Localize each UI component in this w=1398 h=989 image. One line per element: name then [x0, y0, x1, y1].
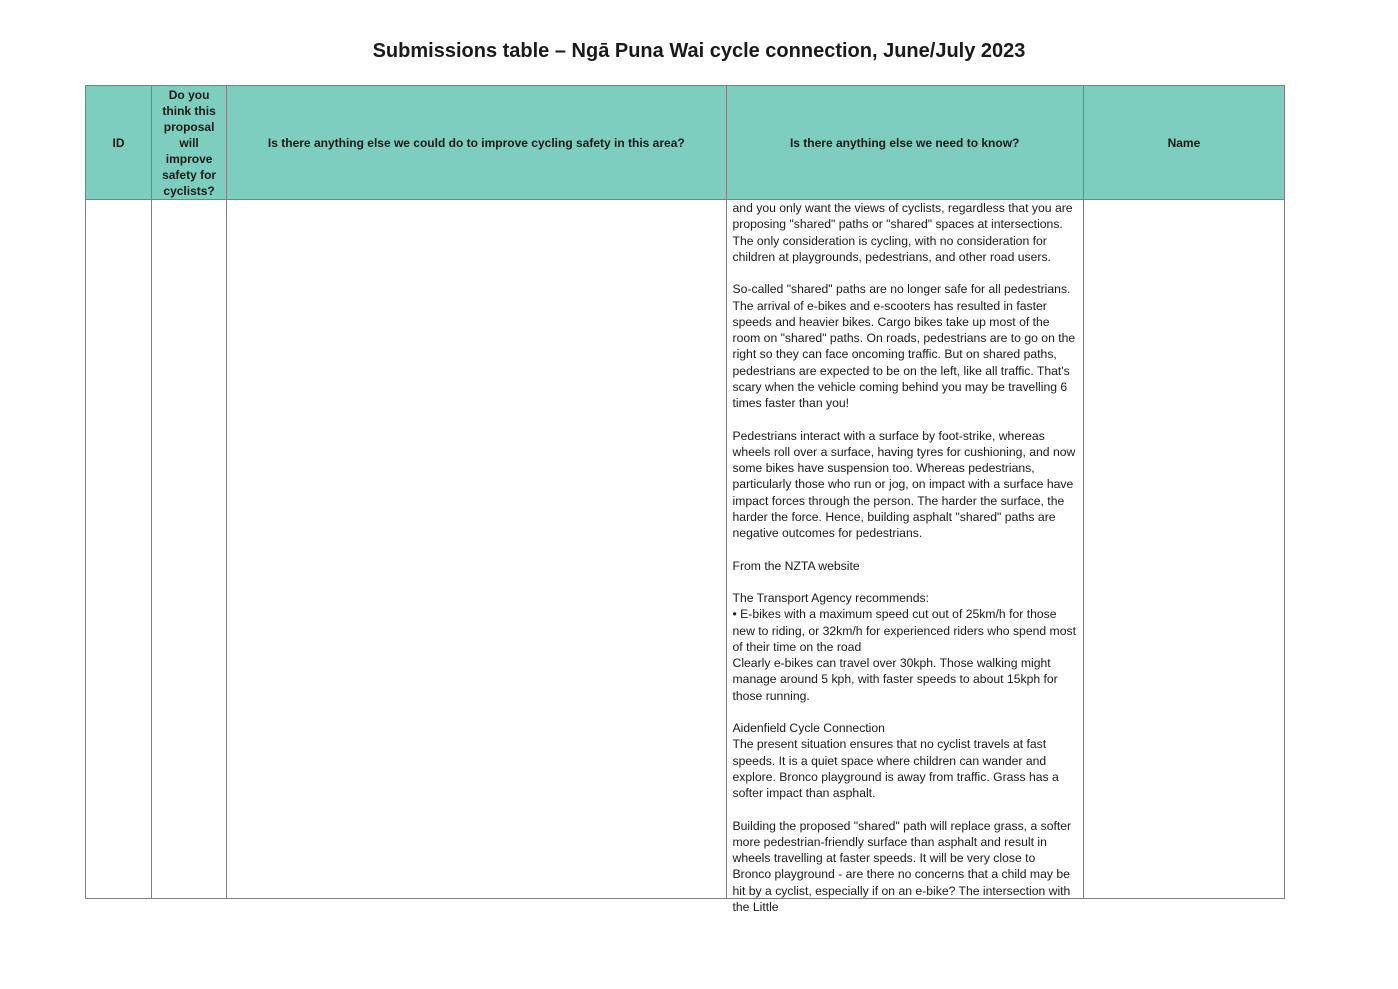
know-paragraph: and you only want the views of cyclists, regardless that you are proposing "shared" paths or "shared" spaces at intersections. The only consideration is cycling, with no consideration for children at playgrounds, pedestrians, and other road users. [732, 201, 1073, 264]
know-paragraph: Building the proposed "shared" path will replace grass, a softer more pedestrian-friendly surface than asphalt and result in wheels travelling at faster speeds. It will be very close to Bronco playground - are there no concerns that a child may be hit by a cyclist, especially if on an e-bike? The intersection with the Little [732, 818, 1072, 914]
know-text [727, 200, 1083, 915]
header-name: Name [1083, 86, 1284, 200]
know-paragraph: Aidenfield Cycle Connection The present situation ensures that no cyclist travels at fast speeds. It is a quiet space where children can wander and explore. Bronco playground is away from traffic. Grass has a softer impact than asphalt. [732, 721, 1059, 800]
cell-know [726, 200, 1083, 914]
cell-improve [227, 200, 726, 899]
cell-id [86, 200, 152, 899]
table-row [86, 200, 1285, 899]
header-safety: Do you think this proposal will improve safety for cyclists? [152, 86, 227, 200]
cell-safety [152, 200, 227, 899]
header-improve: Is there anything else we could do to improve cycling safety in this area? [227, 86, 726, 200]
cell-know-clip [727, 200, 1083, 914]
page-title: Submissions table – Ngā Puna Wai cycle connection, June/July 2023 [372, 40, 1026, 62]
header-id: ID [86, 86, 152, 200]
know-paragraph: Pedestrians interact with a surface by foot-strike, whereas wheels roll over a surface, having tyres for cushioning, and now some bikes have suspension too. Whereas pedestrians, particularly those who run or jog, on impact with a surface have impact forces through the person. The harder the surface, the harder the force. Hence, building asphalt "shared" paths are negative outcomes for pedestrians. [732, 428, 1076, 540]
table-header-row [86, 86, 1285, 200]
know-paragraph: The Transport Agency recommends: • E-bikes with a maximum speed cut out of 25km/h for those new to riding, or 32km/h for experienced riders who spend most of their time on the road Clearly e-bikes can travel over 30kph. Those walking might manage around 5 kph, with faster speeds to about 15kph for those running. [732, 591, 1076, 703]
cell-name [1083, 200, 1284, 899]
know-paragraph: So-called "shared" paths are no longer safe for all pedestrians. The arrival of e-bikes and e-scooters has resulted in faster speeds and heavier bikes. Cargo bikes take up most of the room on "shared" paths. On roads, pedestrians are to go on the right so they can face oncoming traffic. But on shared paths, pedestrians are expected to be on the left, like all traffic. That's scary when the vehicle coming behind you may be travelling 6 times faster than you! [732, 282, 1076, 410]
know-paragraph: From the NZTA website [732, 558, 860, 573]
submissions-table [85, 85, 1285, 914]
header-know: Is there anything else we need to know? [726, 86, 1083, 200]
